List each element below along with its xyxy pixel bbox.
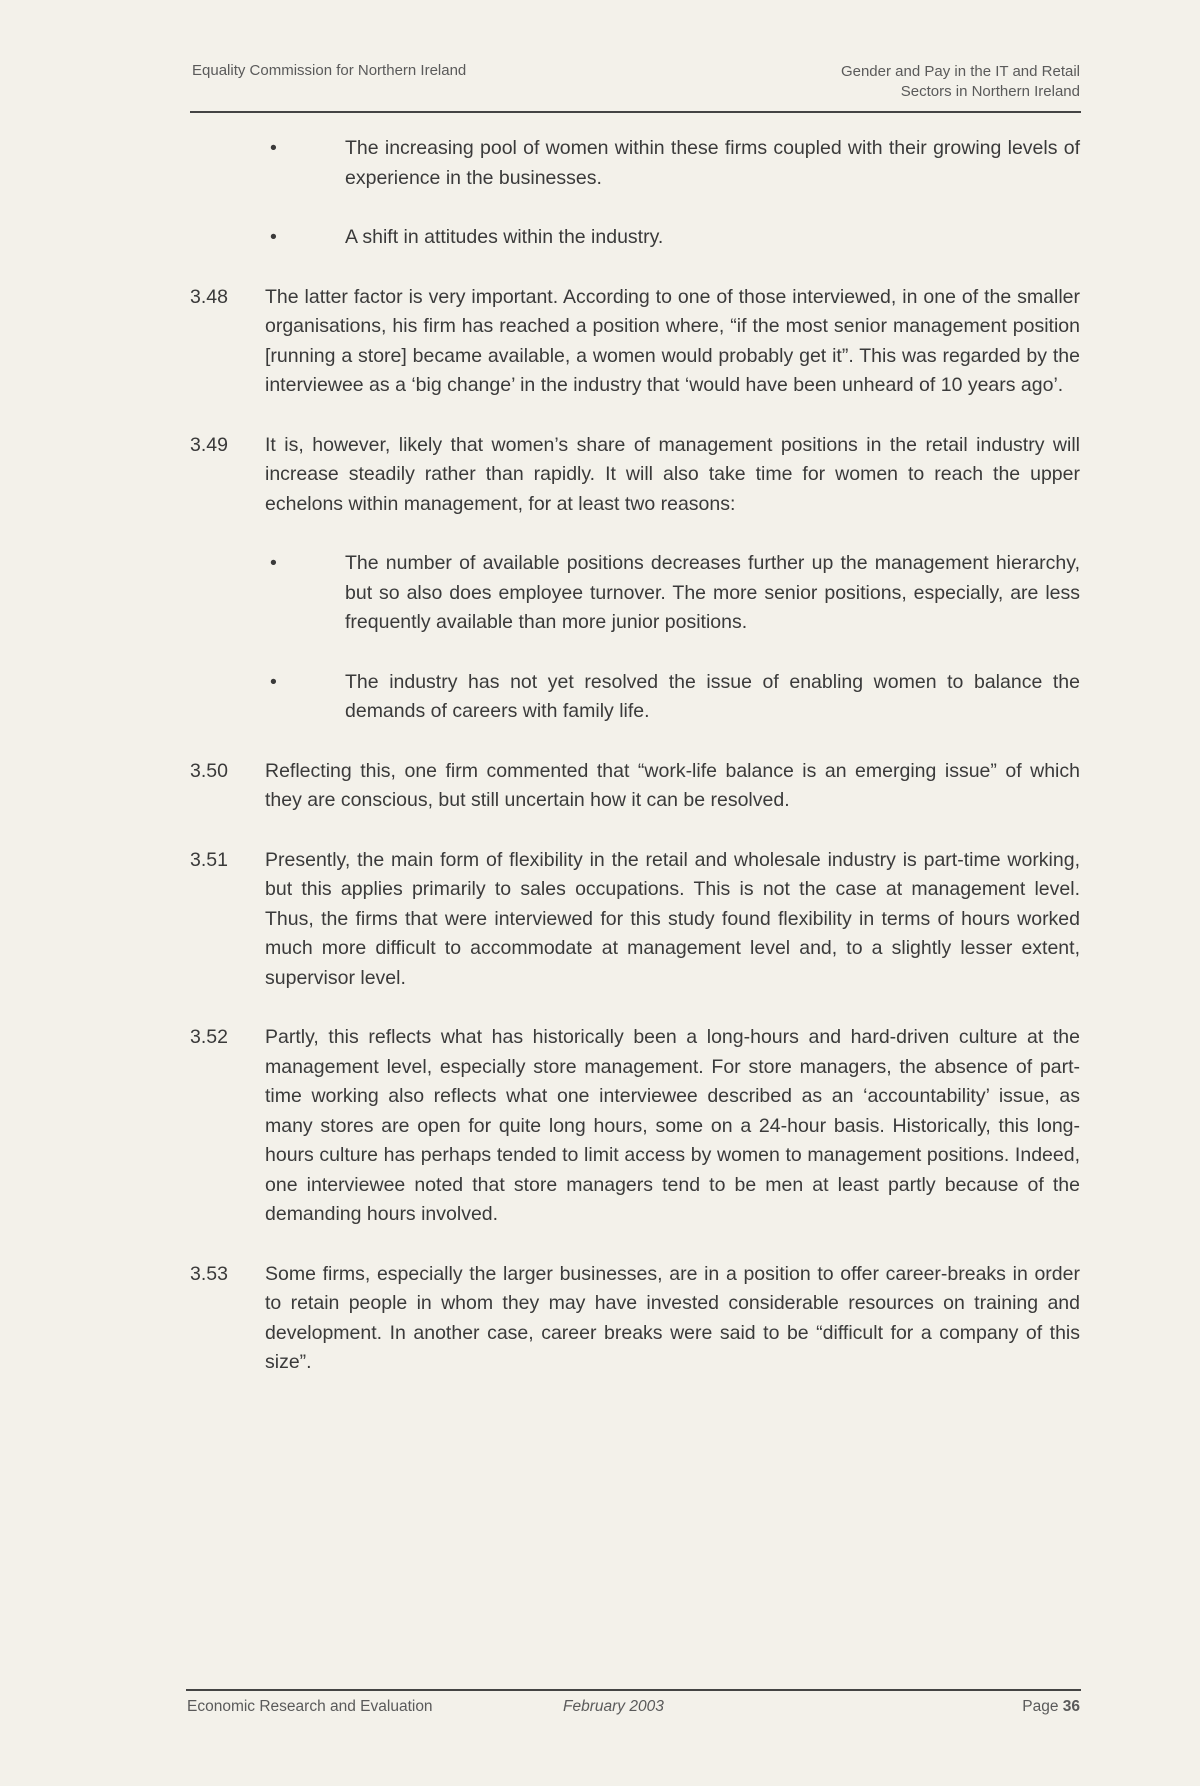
numbered-paragraph: [190, 431, 1080, 520]
numbered-paragraph: [190, 846, 1080, 994]
paragraph-number: 3.49: [190, 433, 228, 456]
paragraph-text: Partly, this reflects what has historically been a long-hours and hard-driven culture at the management level, especially store management. For store managers, the absence of part-time working also reflects what one interviewee described as an ‘accountability’ issue, as many stores are open for quite long hours, some on a 24-hour basis. Historically, this long-hours culture has perhaps tended to limit access by women to management positions. Indeed, one interviewee noted that store managers tend to be men at least partly because of the demanding hours involved.: [265, 1026, 1080, 1225]
bullet-text: The increasing pool of women within these firms coupled with their growing levels of experience in the businesses.: [345, 137, 1080, 189]
bullet-item: [190, 134, 1080, 193]
paragraph-text: Presently, the main form of flexibility in the retail and wholesale industry is part-time working, but this applies primarily to sales occupations. This is not the case at management level. Thus, the firms that were interviewed for this study found flexibility in terms of hours worked much more difficult to accommodate at management level and, to a slightly lesser extent, supervisor level.: [265, 848, 1080, 989]
footer-organisation: Economic Research and Evaluation: [187, 1698, 433, 1715]
header-report-title: [841, 62, 1080, 102]
page-number: 36: [1062, 1698, 1080, 1715]
header-title-line-1: Gender and Pay in the IT and Retail: [840, 63, 1080, 80]
paragraph-number: 3.53: [190, 1262, 228, 1285]
numbered-paragraph: [190, 283, 1080, 401]
footer-page-number: [1022, 1698, 1080, 1716]
footer-divider: [186, 1689, 1081, 1691]
numbered-paragraph: [190, 1023, 1080, 1230]
paragraph-number: 3.51: [190, 848, 228, 871]
page-header: [190, 58, 1080, 110]
bullet-item: [190, 549, 1080, 638]
paragraph-text: Some firms, especially the larger businesses, are in a position to offer career-breaks in order to retain people in whom they may have invested considerable resources on training and development. In another case, career breaks were said to be “difficult for a company of this size”.: [265, 1262, 1080, 1373]
bullet-text: The industry has not yet resolved the issue of enabling women to balance the demands of careers with family life.: [345, 670, 1080, 722]
bullet-icon: •: [270, 552, 277, 574]
bullet-icon: •: [270, 137, 277, 159]
page-label: Page: [1022, 1698, 1059, 1715]
bullet-icon: •: [270, 226, 277, 248]
footer-date: February 2003: [563, 1698, 664, 1715]
page-body: [190, 134, 1080, 1408]
header-title-line-2: Sectors in Northern Ireland: [900, 83, 1080, 100]
numbered-paragraph: [190, 1260, 1080, 1378]
bullet-item: [190, 223, 1080, 253]
paragraph-text: It is, however, likely that women’s share of management positions in the retail industry will increase steadily rather than rapidly. It will also take time for women to reach the upper echelons within management, for at least two reasons:: [265, 433, 1080, 515]
paragraph-number: 3.48: [190, 285, 228, 308]
paragraph-number: 3.50: [190, 759, 228, 782]
paragraph-number: 3.52: [190, 1026, 228, 1048]
paragraph-text: Reflecting this, one firm commented that “work-life balance is an emerging issue” of which they are conscious, but still uncertain how it can be resolved.: [265, 759, 1080, 811]
bullet-text: The number of available positions decreases further up the management hierarchy, but so also does employee turnover. The more senior positions, especially, are less frequently available than more junior positions.: [345, 552, 1080, 633]
bullet-item: [190, 668, 1080, 727]
numbered-paragraph: [190, 757, 1080, 816]
header-organisation: Equality Commission for Northern Ireland: [192, 62, 467, 79]
bullet-text: A shift in attitudes within the industry.: [345, 226, 664, 248]
bullet-icon: •: [270, 670, 277, 693]
paragraph-text: The latter factor is very important. According to one of those interviewed, in one of the smaller organisations, his firm has reached a position where, “if the most senior management position [running a store] became available, a women would probably get it”. This was regarded by the interviewee as a ‘big change’ in the industry that ‘would have been unheard of 10 years ago’.: [265, 285, 1080, 396]
header-divider: [190, 111, 1081, 113]
